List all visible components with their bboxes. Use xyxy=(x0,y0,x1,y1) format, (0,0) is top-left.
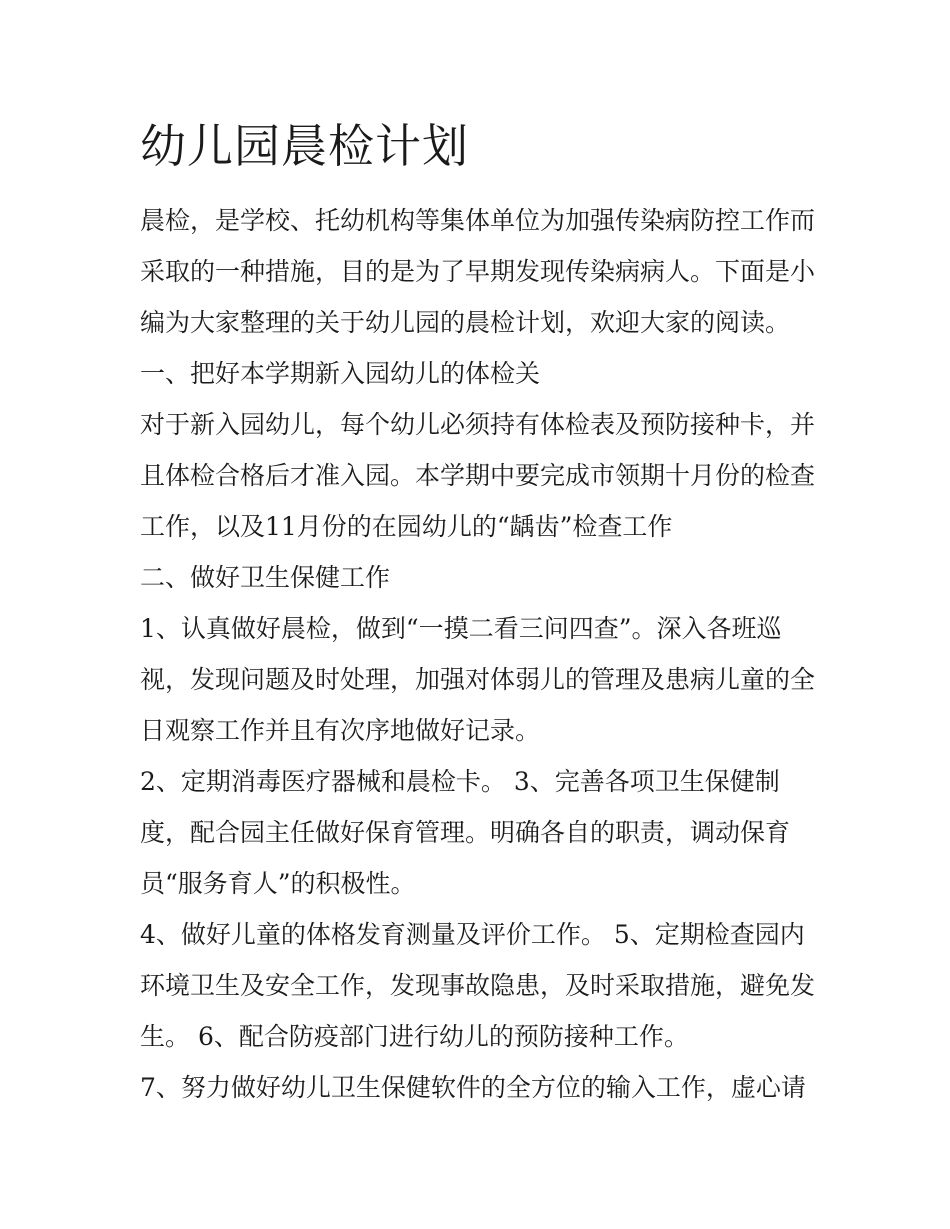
text-line-2: 采取的一种措施，目的是为了早期发现传染病病人。下面是小 xyxy=(140,257,816,286)
text-line-1: 晨检，是学校、托幼机构等集体单位为加强传染病防控工作而 xyxy=(140,206,816,235)
text-line-12: 2、定期消毒医疗器械和晨检卡。 3、完善各项卫生保健制 xyxy=(140,767,780,796)
text-line-6: 且体检合格后才准入园。本学期中要完成市领期十月份的检查 xyxy=(140,461,816,490)
section-heading-1: 一、把好本学期新入园幼儿的体检关 xyxy=(140,359,541,388)
text-line-7: 工作，以及11月份的在园幼儿的“龋齿”检查工作 xyxy=(140,512,673,541)
text-line-16: 环境卫生及安全工作，发现事故隐患，及时采取措施，避免发 xyxy=(140,971,816,1000)
text-line-10: 视，发现问题及时处理，加强对体弱儿的管理及患病儿童的全 xyxy=(140,665,816,694)
text-line-14: 员“服务育人”的积极性。 xyxy=(140,869,416,898)
text-line-9: 1、认真做好晨检，做到“一摸二看三问四查”。深入各班巡 xyxy=(140,614,782,643)
text-line-15: 4、做好儿童的体格发育测量及评价工作。 5、定期检查园内 xyxy=(140,920,805,949)
document-title: 幼儿园晨检计划 xyxy=(140,119,469,173)
text-line-5: 对于新入园幼儿，每个幼儿必须持有体检表及预防接种卡，并 xyxy=(140,410,816,439)
text-line-17: 生。 6、配合防疫部门进行幼儿的预防接种工作。 xyxy=(140,1022,689,1051)
text-line-18: 7、努力做好幼儿卫生保健软件的全方位的输入工作，虚心请 xyxy=(140,1073,806,1102)
text-line-13: 度，配合园主任做好保育管理。明确各自的职责，调动保育 xyxy=(140,818,791,847)
section-heading-2: 二、做好卫生保健工作 xyxy=(140,563,391,592)
text-line-3: 编为大家整理的关于幼儿园的晨检计划，欢迎大家的阅读。 xyxy=(140,308,791,337)
text-line-11: 日观察工作并且有次序地做好记录。 xyxy=(140,716,541,745)
